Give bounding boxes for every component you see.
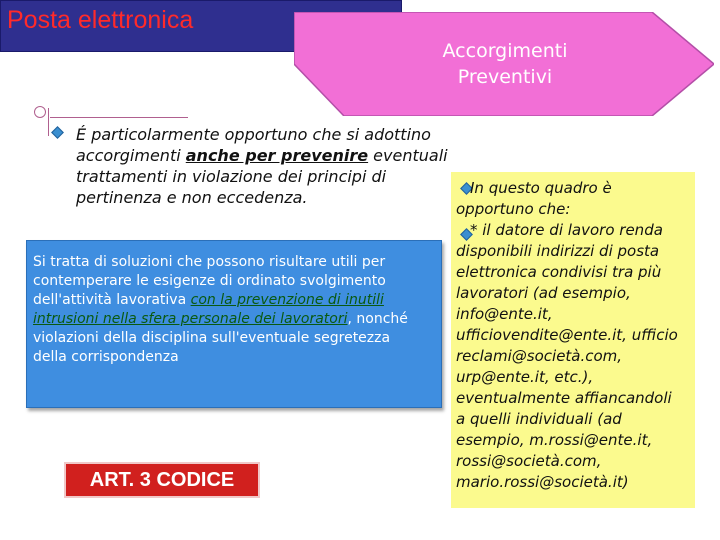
callout-box <box>26 240 442 408</box>
side-line-3: * il datore di lavoro renda <box>470 221 663 239</box>
main-line-2-start: accorgimenti <box>76 146 186 165</box>
hexagon-label-line1: Accorgimenti <box>442 40 568 62</box>
side-line-10: urp@ente.it, etc.), <box>456 368 594 386</box>
side-panel-text <box>456 178 696 493</box>
side-line-5: elettronica condivisi tra più <box>456 263 662 281</box>
side-line-13: esempio, m.rossi@ente.it, <box>456 431 653 449</box>
hexagon-label <box>400 38 610 90</box>
main-line-3: trattamenti in violazione dei principi di <box>76 167 387 186</box>
main-paragraph <box>76 124 516 208</box>
main-line-4: pertinenza e non eccedenza. <box>76 188 308 207</box>
article-reference-box: ART. 3 CODICE <box>64 462 260 498</box>
main-line-1: É particolarmente opportuno che si adottino <box>76 125 431 144</box>
side-line-9: reclami@società.com, <box>456 347 623 365</box>
side-line-6: lavoratori (ad esempio, <box>456 284 631 302</box>
slide-title: Posta elettronica <box>7 6 194 34</box>
side-line-12: a quelli individuali (ad <box>456 410 622 428</box>
callout-text-end: della corrispondenza <box>33 349 179 365</box>
side-line-11: eventualmente affiancandoli <box>456 389 672 407</box>
diamond-bullet-icon <box>51 126 64 139</box>
callout-underlined-text: con la prevenzione di inutili intrusioni nella sfera personale dei lavoratori <box>33 292 384 327</box>
side-line-1: In questo quadro è <box>470 179 612 197</box>
side-line-7: info@ente.it, <box>456 305 553 323</box>
side-line-14: rossi@società.com, <box>456 452 602 470</box>
emphasis-text: anche per prevenire <box>185 146 369 165</box>
side-line-15: mario.rossi@società.it) <box>456 473 629 491</box>
side-line-2: opportuno che: <box>456 200 571 218</box>
main-line-2 <box>76 145 516 166</box>
callout-text-middle: , nonché violazioni della disciplina sull'eventuale segretezza <box>33 311 408 346</box>
side-line-4: disponibili indirizzi di posta <box>456 242 660 260</box>
decorative-circle <box>34 106 46 118</box>
hexagon-label-line2: Preventivi <box>457 66 553 88</box>
main-line-2-end: eventuali <box>368 146 448 165</box>
callout-text-start: Si tratta di soluzioni che possono risultare utili per contemperare le esigenze di ordinato svolgimento dell'attività lavorativa <box>33 254 386 308</box>
decorative-line <box>50 117 188 118</box>
decorative-line-vertical <box>48 108 49 136</box>
side-line-8: ufficiovendite@ente.it, ufficio <box>456 326 678 344</box>
